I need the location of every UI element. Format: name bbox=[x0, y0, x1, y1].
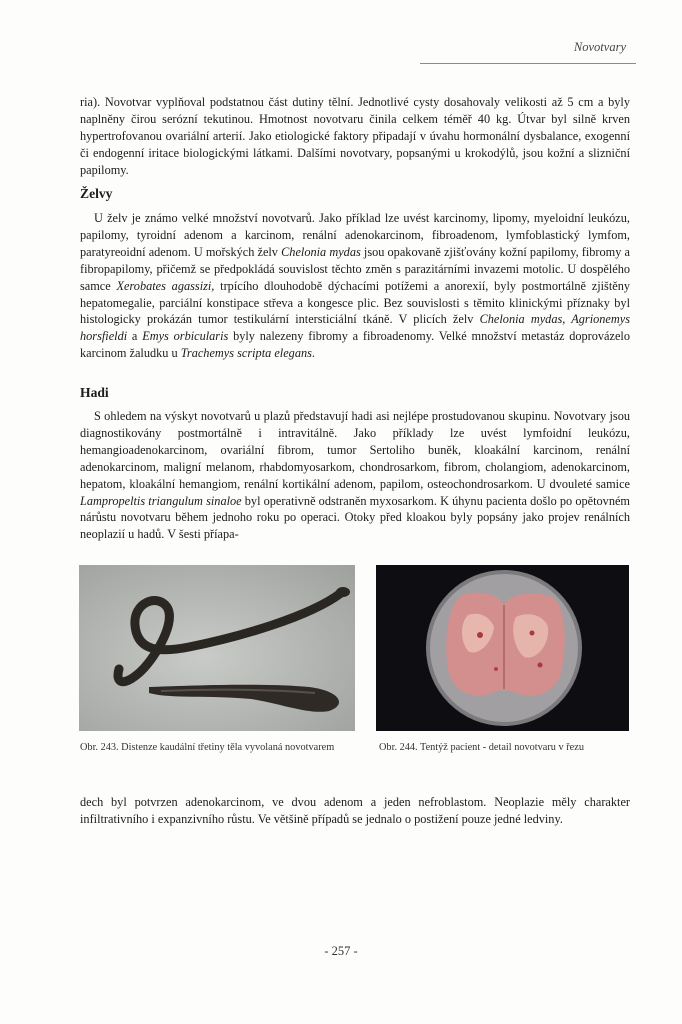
text-run: jsou opakovaně zjišťovány kožní papilomy, fibromy a fibropapilomy, přičemž se předpokládá souvislost těchto změn s parazitárními invazemi motolic. U dospělého samce bbox=[80, 244, 630, 293]
text-run: trpícího dlouhodobě dýchacími potížemi a anorexií, byly postmortálně zjištěny hepatomegalie, parciální konstipace střeva a kongesce plic. Bez souvislosti s těmito klinickými příznaky byl histologicky prokázán tumor testikulární intersticiální tkáně. V plicích želv bbox=[80, 278, 630, 327]
paragraph-turtles-text bbox=[80, 210, 630, 362]
header-rule bbox=[420, 63, 636, 64]
text-run: byl operativně odstraněn myxosarkom. K úhynu pacienta došlo po opětovném nárůstu novotvaru během jednoho roku po operaci. Otoky před kloakou byly popsány jako projev renálních neoplazií u hadů. V šesti příapa- bbox=[80, 493, 630, 542]
text-run: byly nalezeny fibromy a fibroadenomy. Velké množství metastáz doprovázelo karcinom žaludku u bbox=[80, 329, 630, 361]
species-name: Emys orbicularis bbox=[142, 329, 229, 344]
species-name: Xerobates agassizi, bbox=[116, 278, 215, 293]
species-name: Chelonia mydas, Agrionemys horsfieldi bbox=[80, 312, 631, 344]
species-name: Lampropeltis triangulum sinaloe bbox=[80, 493, 242, 508]
text-run: U želv je známo velké množství novotvarů. Jako příklad lze uvést karcinomy, lipomy, myeloidní leukózu, papilomy, tyroidní adenom a karcinom, renální adenokarcinom, fibroadenom, lymfoblastický lymfom, paratyreoidní adenom. U mořských želv bbox=[80, 211, 630, 259]
figure-caption-243: Obr. 243. Distenze kaudální třetiny těla vyvolaná novotvarem bbox=[80, 742, 335, 753]
text-run: S ohledem na výskyt novotvarů u plazů představují hadi asi nejlépe prostudovanou skupinu. Novotvary jsou diagnostikovány postmortálně i intravitálně. Jako příklady lze uvést lymfoidní leukózu, hemangioadenokarcinom, ovariální fibrom, tumor Sertoliho buněk, kloakální karcinom, renální adenokarcinom, maligní melanom, rhabdomyosarkom, chondrosarkom, fibrom, cholangiom, adenokarcinom, hepatom, kloakální hemangiom, renální kortikální adenom, papilom, osteochondrosarkom. U dvouleté samice bbox=[80, 409, 630, 491]
running-head: Novotvary bbox=[573, 40, 626, 54]
paragraph-cysts bbox=[80, 94, 630, 179]
figure-caption-244: Obr. 244. Tentýž pacient - detail novotvaru v řezu bbox=[379, 742, 584, 753]
section-heading-turtles: Želvy bbox=[80, 186, 113, 201]
figure-tumor-section-photo bbox=[376, 565, 629, 731]
text-run: . bbox=[311, 346, 315, 361]
paragraph-ending bbox=[80, 794, 630, 828]
snake-photo-illustration bbox=[79, 565, 355, 731]
text-run: a bbox=[127, 329, 143, 344]
page-number: - 257 - bbox=[324, 944, 358, 958]
paragraph-cysts-text: ria). Novotvar vyplňoval podstatnou část dutiny tělní. Jednotlivé cysty dosahovaly velikosti až 5 cm a byly naplněny čirou serózní tekutinou. Hmotnost novotvaru činila celkem téměř 40 kg. Útvar byl silně krven hypertrofovanou ovariální arterií. Jako etiologické faktory připadají v úvahu hormonální dysbalance, exogenní či endogenní iritace biologickými látkami. Dalšími novotvary, popsanými u krokodýlů, jsou kožní a slizniční papilomy. bbox=[80, 95, 630, 177]
species-name: Chelonia mydas bbox=[281, 244, 361, 259]
section-heading-snakes: Hadi bbox=[80, 385, 109, 400]
figure-snake-photo bbox=[79, 565, 355, 731]
paragraph-ending-text: dech byl potvrzen adenokarcinom, ve dvou adenom a jeden nefroblastom. Neoplazie měly charakter infiltrativního i expanzivního růstu. Ve většině případů se jednalo o postižení pouze jedné ledviny. bbox=[80, 795, 630, 826]
tumor-photo-illustration bbox=[376, 565, 629, 731]
paragraph-snakes bbox=[80, 408, 630, 543]
paragraph-snakes-text bbox=[80, 408, 630, 543]
paragraph-turtles bbox=[80, 210, 630, 362]
species-name: Trachemys scripta elegans bbox=[180, 346, 312, 361]
